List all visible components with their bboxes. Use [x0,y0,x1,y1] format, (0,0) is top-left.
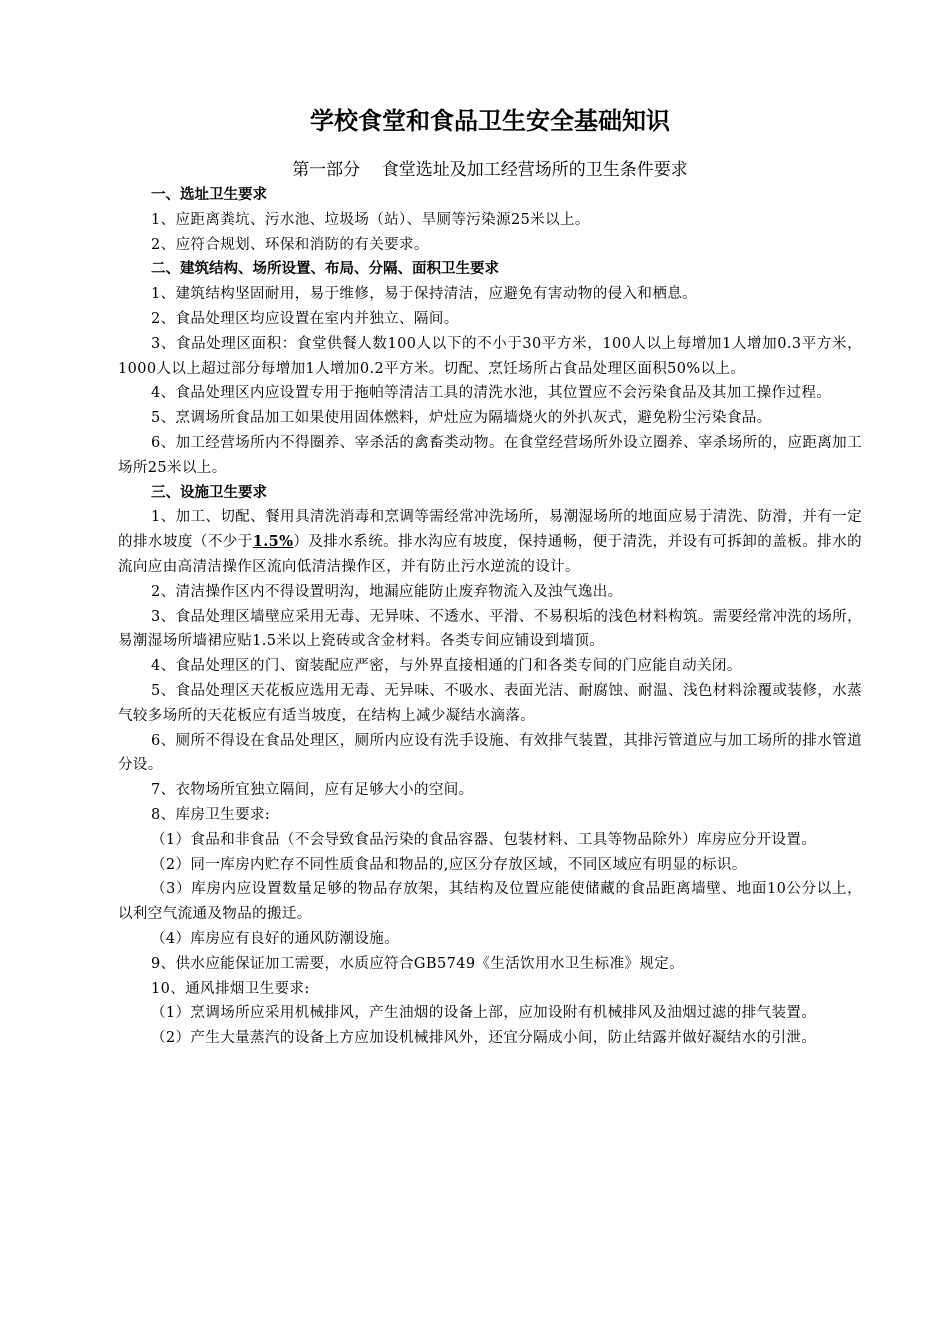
paragraph: 1、应距离粪坑、污水池、垃圾场（站）、旱厕等污染源25米以上。 [151,211,590,228]
paragraph: 1、建筑结构坚固耐用，易于维修，易于保持清洁，应避免有害动物的侵入和栖息。 [151,286,698,303]
paragraph: 8、库房卫生要求: [151,806,271,823]
paragraph: 3、食品处理区墙壁应采用无毒、无异味、不透水、平滑、不易积垢的浅色材料构筑。需要经常冲洗的场所，易潮湿场所墙裙应贴1.5米以上瓷砖或含金材料。各类专间应铺设到墙顶。 [118,608,862,650]
paragraph: （1）烹调场所应采用机械排风，产生油烟的设备上部，应加设附有机械排风及油烟过滤的排气装置。 [151,1005,817,1022]
paragraph [118,505,862,579]
paragraph: 2、清洁操作区内不得设置明沟，地漏应能防止废弃物流入及浊气逸出。 [151,583,623,600]
paragraph: 2、应符合规划、环保和消防的有关要求。 [151,236,429,253]
section-heading: 二、建筑结构、场所设置、布局、分隔、面积卫生要求 [151,261,499,278]
paragraph: （1）食品和非食品（不会导致食品污染的食品容器、包装材料、工具等物品除外）库房应分开设置。 [151,831,817,848]
paragraph: 6、厕所不得设在食品处理区，厕所内应设有洗手设施、有效排气装置，其排污管道应与加工场所的排水管道分设。 [118,732,862,774]
paragraph: （3）库房内应设置数量足够的物品存放架，其结构及位置应能使储藏的食品距离墙壁、地面10公分以上，以利空气流通及物品的搬迁。 [118,881,862,923]
paragraph: 3、食品处理区面积：食堂供餐人数100人以下的不小于30平方米，100人以上每增加1人增加0.3平方米，1000人以上超过部分每增加1人增加0.2平方米。切配、烹饪场所占食品处理区面积50%以上。 [118,335,862,377]
paragraph: 9、供水应能保证加工需要，水质应符合GB5749《生活饮用水卫生标准》规定。 [151,955,685,972]
section-heading: 一、选址卫生要求 [151,187,267,203]
document-title: 学校食堂和食品卫生安全基础知识 [310,107,670,135]
section-facilities [118,481,862,1051]
section-heading: 三、设施卫生要求 [151,484,267,501]
paragraph: 4、食品处理区的门、窗装配应严密，与外界直接相通的门和各类专间的门应能自动关闭。 [151,658,742,675]
paragraph: 4、食品处理区内应设置专用于拖帕等清洁工具的清洗水池，其位置应不会污染食品及其加工操作过程。 [151,385,832,402]
part-title: 第一部分 食堂选址及加工经营场所的卫生条件要求 [292,160,688,180]
paragraph: 5、烹调场所食品加工如果使用固体燃料，炉灶应为隔墙烧火的外扒灰式，避免粉尘污染食品。 [151,410,772,427]
paragraph-text: 1、加工、切配、餐用具清洗消毒和烹调等需经常冲洗场所，易潮湿场所的地面应易于清洗、防滑，并有一定的排水坡度（不少于 [118,509,862,551]
emphasized-value: 1.5% [252,533,294,551]
paragraph: 5、食品处理区天花板应选用无毒、无异味、不吸水、表面光洁、耐腐蚀、耐温、浅色材料涂覆或装修，水蒸气较多场所的天花板应有适当坡度，在结构上减少凝结水滴落。 [118,682,862,724]
paragraph-text: ）及排水系统。排水沟应有坡度，保持通畅，便于清洗，并设有可拆卸的盖板。排水的流向应由高清洁操作区流向低清洁操作区，并有防止污水逆流的设计。 [118,534,862,575]
paragraph: （2）产生大量蒸汽的设备上方应加设机械排风外，还宜分隔成小间，防止结露并做好凝结水的引泄。 [151,1030,817,1047]
paragraph: （4）库房应有良好的通风防潮设施。 [151,930,400,947]
paragraph: 6、加工经营场所内不得圈养、宰杀活的禽畜类动物。在食堂经营场所外设立圈养、宰杀场所的，应距离加工场所25米以上。 [118,434,862,476]
section-site-selection [118,183,862,257]
paragraph: （2）同一库房内贮存不同性质食品和物品的,应区分存放区域，不同区域应有明显的标识。 [151,856,747,873]
section-building-structure [118,257,862,480]
paragraph: 2、食品处理区均应设置在室内并独立、隔间。 [151,310,459,327]
paragraph: 7、衣物场所宜独立隔间，应有足够大小的空间。 [151,782,474,799]
paragraph: 10、通风排烟卫生要求: [151,980,310,997]
